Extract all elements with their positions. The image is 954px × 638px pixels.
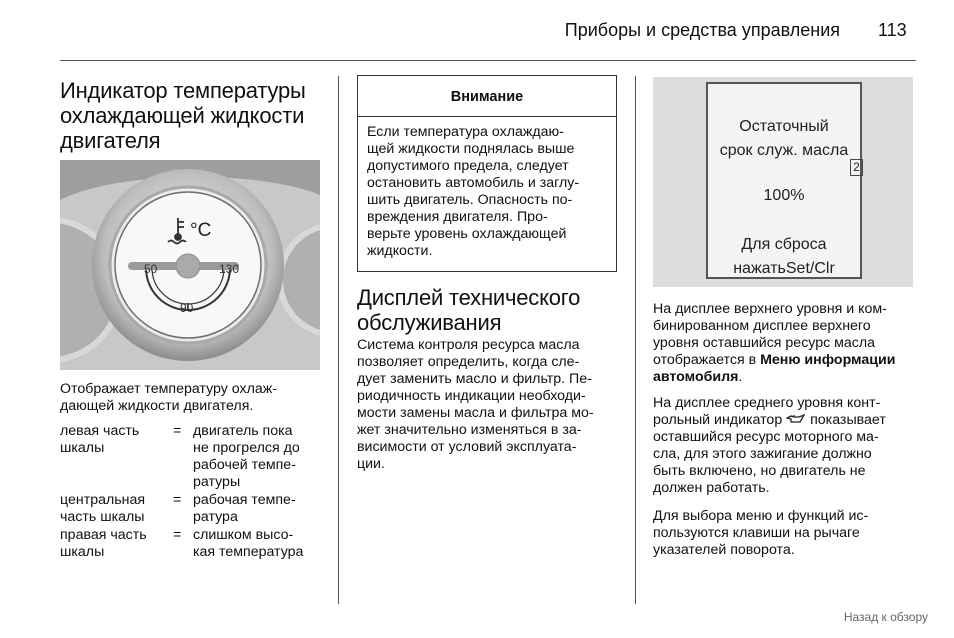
back-to-overview-link[interactable]: Назад к обзору	[843, 610, 928, 624]
page-number: 113	[878, 20, 907, 40]
vehicle-info-menu-link-cont[interactable]: автомобиля	[653, 369, 739, 385]
vehicle-info-menu-link[interactable]: Меню информации	[760, 352, 896, 368]
gauge-tick-right: 130	[219, 262, 240, 276]
section-heading-service-display: Дисплей технического обслуживания	[357, 285, 581, 335]
gauge-hub	[176, 254, 200, 278]
table-row: центральная часть шкалы = рабочая темпе- ратура	[60, 492, 296, 525]
display-line-4: Для сброса	[741, 236, 827, 253]
coolant-gauge	[60, 160, 320, 370]
display-line-5: нажатьSet/Clr	[733, 260, 835, 277]
column-divider-2	[635, 76, 636, 604]
menu-keys-paragraph: Для выбора меню и функций ис- пользуются клавиши на рычаге указателей поворота.	[653, 508, 869, 558]
display-line-2: срок служ. масла	[719, 142, 849, 159]
display-line-1: Остаточный	[739, 118, 829, 135]
display-levels-paragraph: На дисплее верхнего уровня и ком- бинированном дисплее верхнего уровня оставшийся ресурс масла отображается в Меню информации автомобиля.	[653, 301, 896, 385]
service-display-paragraph: Система контроля ресурса масла позволяет определить, когда сле- дует заменить масло и фильтр. Пе- риодичность индикации необходи- мости замены масла и фильтра мо- жет значительно изменяться в за- висимости от условий эксплуата- ции.	[357, 337, 594, 472]
oil-life-display-figure	[653, 77, 913, 287]
display-percent: 100%	[763, 187, 805, 204]
warning-box	[357, 75, 617, 272]
gauge-tick-left: 50	[144, 262, 158, 276]
mid-level-display-paragraph: На дисплее среднего уровня конт- рольный индикатор показывает оставшийся ресурс моторного ма- сла, для этого зажигание должно быть включено, но двигатель не должен работать.	[653, 395, 886, 496]
page-indicator-badge: 2	[850, 159, 863, 176]
oil-can-icon	[786, 413, 806, 425]
section-heading-coolant: Индикатор температуры охлаждающей жидкости двигателя	[60, 78, 306, 153]
running-header-title: Приборы и средства управления	[564, 20, 840, 40]
coolant-gauge-figure	[60, 160, 320, 370]
gauge-legend-table	[60, 423, 330, 562]
warning-text: Если температура охлаждаю- щей жидкости поднялась выше допустимого предела, следует остановить автомобиль и заглу- шить двигатель. Опасность по- вреждения двигателя. Про- верьте уровень охлаждающей жидкости.	[367, 124, 580, 259]
table-row: правая часть шкалы = слишком высо- кая температура	[60, 527, 304, 560]
column-divider-1	[338, 76, 339, 604]
gauge-tick-center: 90	[180, 301, 194, 315]
header-divider	[60, 60, 916, 61]
coolant-intro: Отображает температуру охлаж- дающей жидкости двигателя.	[60, 381, 278, 414]
table-row: левая часть шкалы = двигатель пока не прогрелся до рабочей темпе- ратуры	[60, 423, 300, 490]
warning-title: Внимание	[358, 76, 616, 117]
gauge-unit-label: °C	[190, 220, 212, 241]
oil-life-display	[706, 82, 862, 279]
